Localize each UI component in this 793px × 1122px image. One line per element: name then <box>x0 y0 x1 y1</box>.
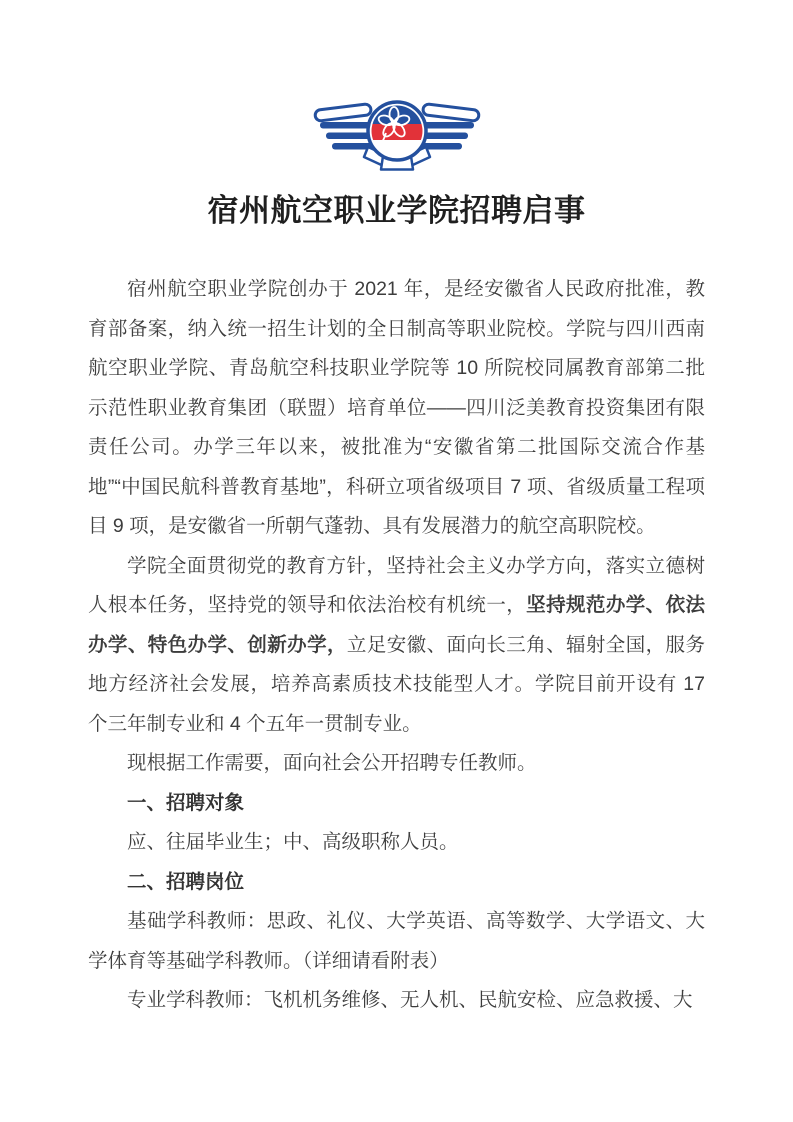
section-heading <box>88 784 705 824</box>
bold-text-run: 坚持规范办学、依法办学、特色办学、创新办学， <box>88 594 705 656</box>
text-run: 立足安徽、面向长三角、辐射全国，服务地方经济社会发展，培养高素质技术技能型人才。学院目前开设有 17 个三年制专业和 4 个五年一贯制专业。 <box>88 633 705 735</box>
right-wing-icon <box>422 104 479 150</box>
paragraph <box>88 902 705 981</box>
paragraph <box>88 547 705 745</box>
paragraph <box>88 981 705 1021</box>
paragraph <box>88 823 705 863</box>
text-run: 现根据工作需要，面向社会公开招聘专任教师。 <box>127 752 537 774</box>
text-run: 基础学科教师：思政、礼仪、大学英语、高等数学、大学语文、大学体育等基础学科教师。（详细请看附表） <box>88 910 705 972</box>
paragraph <box>88 270 705 547</box>
left-wing-icon <box>314 104 371 150</box>
page-title: 宿州航空职业学院招聘启事 <box>207 193 586 228</box>
document-body <box>88 270 705 1021</box>
text-run: 专业学科教师：飞机机务维修、无人机、民航安检、应急救援、大 <box>127 989 693 1011</box>
text-run: 宿州航空职业学院创办于 2021 年，是经安徽省人民政府批准，教育部备案，纳入统一招生计划的全日制高等职业院校。学院与四川西南航空职业学院、青岛航空科技职业学院等 10 所院校同属教育部第二批示范性职业教育集团（联盟）培育单位——四川泛美教育投资集团有限责任公司。办学三年以来，被批准为“安徽省第二批国际交流合作基地”“中国民航科普教育基地”，科研立项省级项目 7 项、省级质量工程项目 9 项，是安徽省一所朝气蓬勃、具有发展潜力的航空高职院校。 <box>88 278 705 537</box>
school-logo <box>313 96 481 178</box>
aviation-wings-emblem-icon <box>313 96 481 178</box>
bold-text-run: 二、招聘岗位 <box>127 870 245 893</box>
text-run: 应、往届毕业生；中、高级职称人员。 <box>127 831 459 853</box>
paragraph <box>88 744 705 784</box>
text-run: 学院全面贯彻党的教育方针，坚持社会主义办学方向，落实立德树人根本任务，坚持党的领导和依法治校有机统一， <box>88 554 705 616</box>
section-heading <box>88 863 705 903</box>
bold-text-run: 一、招聘对象 <box>127 791 245 814</box>
